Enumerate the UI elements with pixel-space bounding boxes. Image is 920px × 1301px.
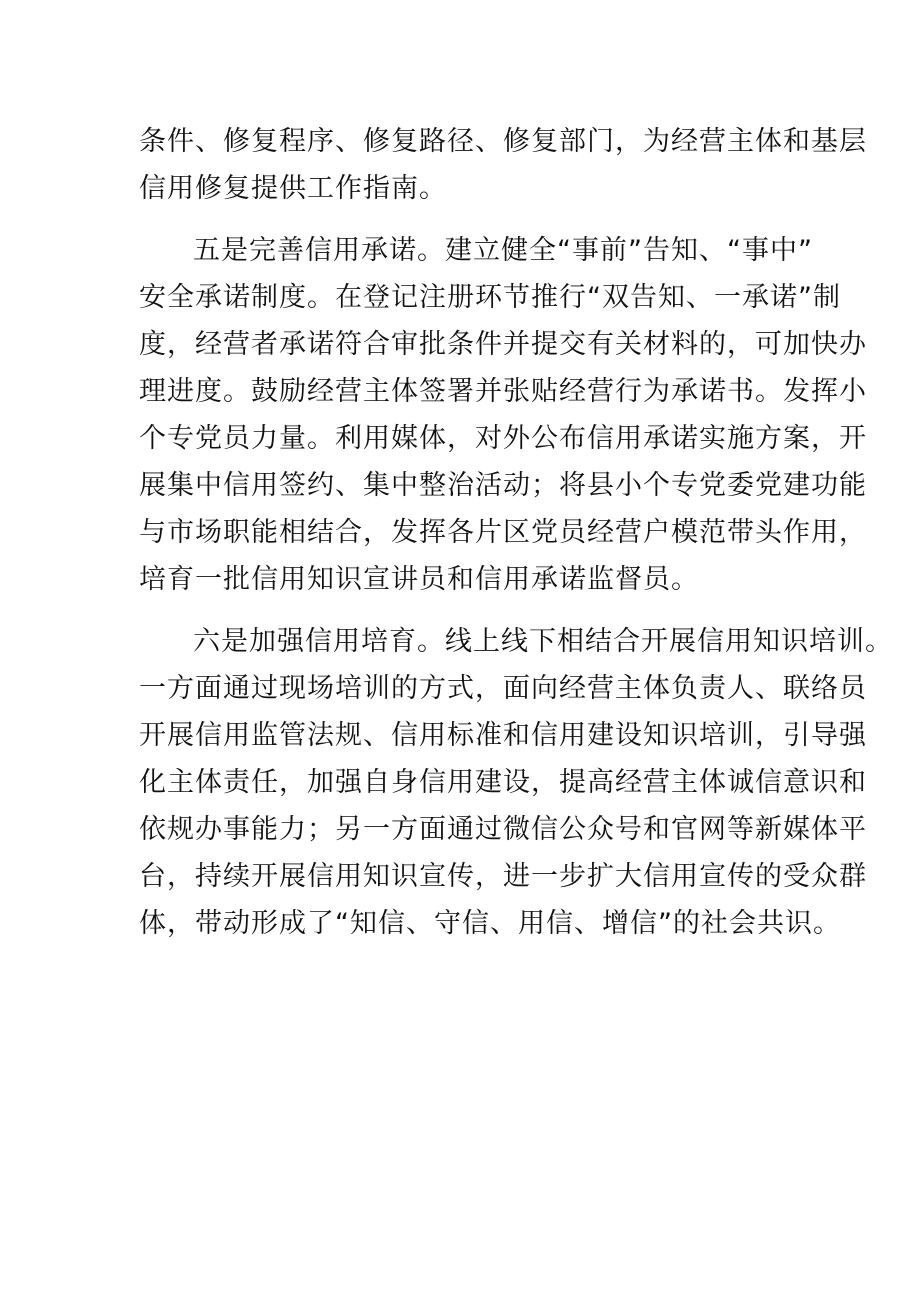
text-line: 六是加强信用培育。线上线下相结合开展信用知识培训。 [193, 626, 893, 657]
text-line: 培育一批信用知识宣讲员和信用承诺监督员。 [139, 564, 699, 595]
text-line: 与市场职能相结合，发挥各片区党员经营户模范带头作用， [139, 517, 867, 548]
document-body [139, 118, 893, 962]
text-line: 安全承诺制度。在登记注册环节推行“双告知、一承诺”制 [139, 282, 841, 313]
paragraph-credit-commitment [139, 227, 867, 603]
paragraph-credit-cultivation [139, 618, 893, 947]
text-line: 展集中信用签约、集中整治活动；将县小个专党委党建功能 [139, 470, 867, 501]
paragraph-credit-repair-continued [139, 118, 867, 212]
text-line: 依规办事能力；另一方面通过微信公众号和官网等新媒体平 [139, 814, 867, 845]
text-line: 条件、修复程序、修复路径、修复部门，为经营主体和基层 [139, 126, 867, 157]
text-line: 信用修复提供工作指南。 [139, 173, 447, 204]
text-line: 台，持续开展信用知识宣传，进一步扩大信用宣传的受众群 [139, 861, 867, 892]
text-line: 化主体责任，加强自身信用建设，提高经营主体诚信意识和 [139, 767, 867, 798]
text-line: 一方面通过现场培训的方式，面向经营主体负责人、联络员 [139, 673, 867, 704]
text-line: 度，经营者承诺符合审批条件并提交有关材料的，可加快办 [139, 329, 867, 360]
text-line: 个专党员力量。利用媒体，对外公布信用承诺实施方案，开 [139, 423, 867, 454]
text-line: 体，带动形成了“知信、守信、用信、增信”的社会共识。 [139, 908, 841, 939]
text-line: 开展信用监管法规、信用标准和信用建设知识培训，引导强 [139, 720, 867, 751]
text-line: 理进度。鼓励经营主体签署并张贴经营行为承诺书。发挥小 [139, 376, 867, 407]
text-line: 五是完善信用承诺。建立健全“事前”告知、“事中” [193, 235, 813, 266]
